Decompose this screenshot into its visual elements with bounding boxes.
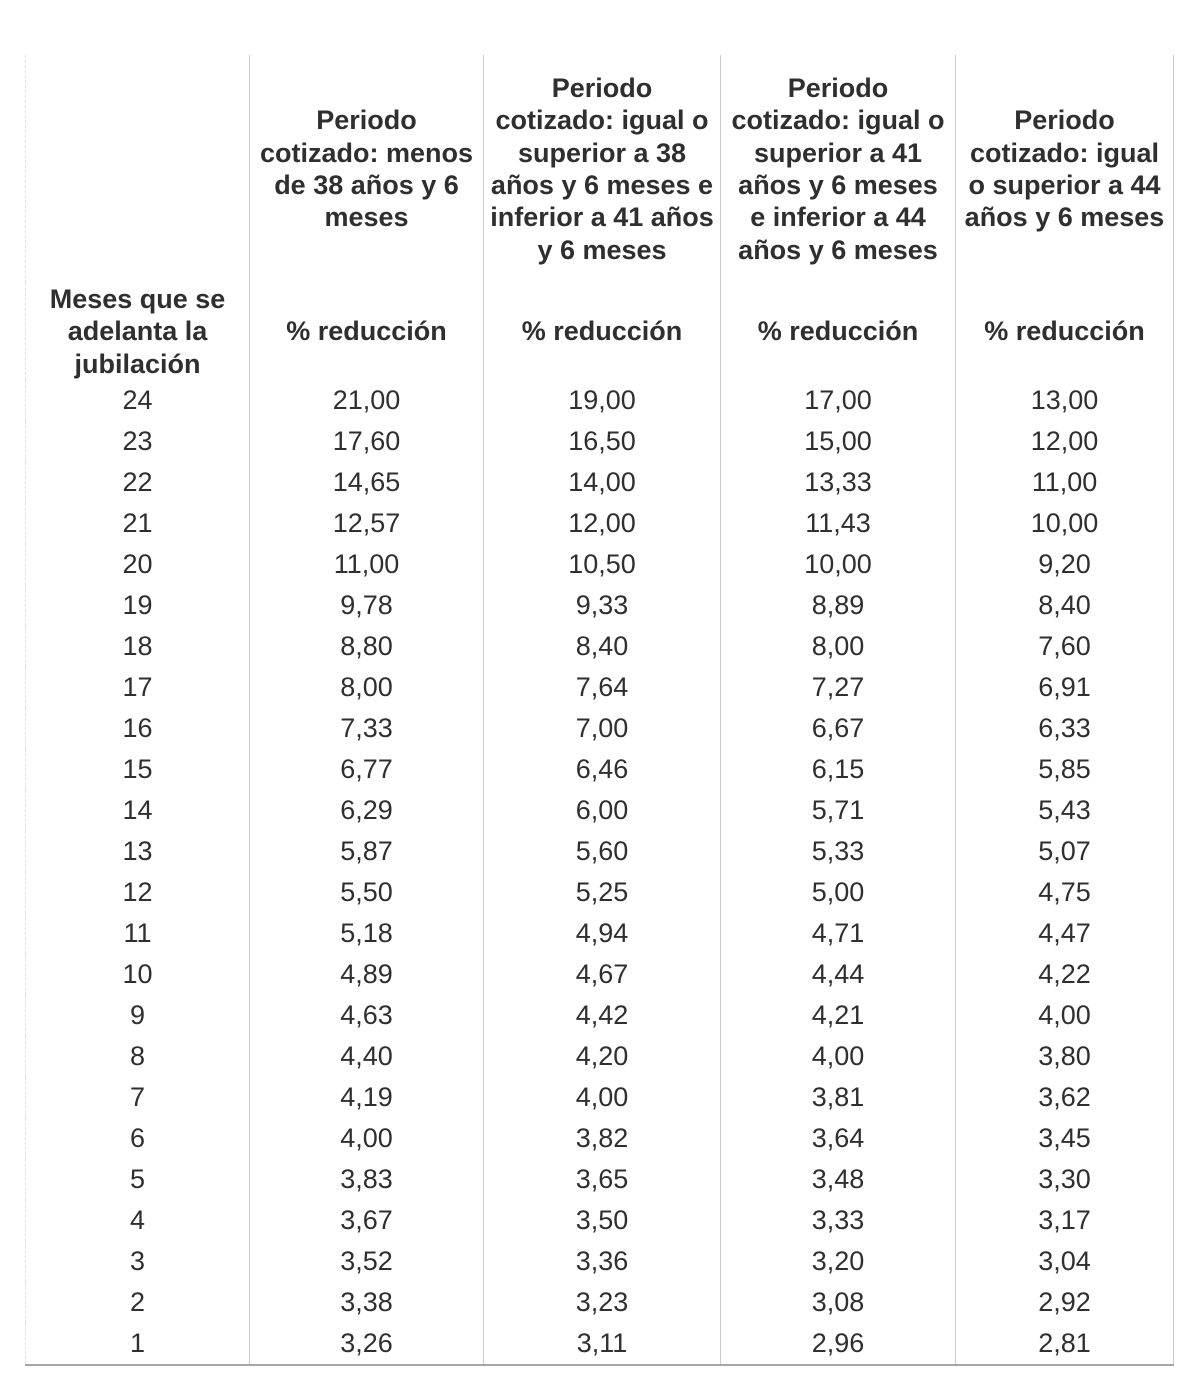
months-cell: 7	[26, 1077, 250, 1118]
months-cell: 16	[26, 708, 250, 749]
reduction-value-cell: 2,81	[1038, 1328, 1091, 1359]
table-row	[26, 503, 1174, 544]
early-retirement-reduction-table	[25, 55, 1174, 1366]
reduction-value-cell: 10,50	[484, 544, 721, 585]
reduction-value-cell: 8,40	[484, 626, 721, 667]
table-row	[26, 585, 1174, 626]
reduction-value-cell: 8,00	[721, 626, 956, 667]
reduction-value-cell: 4,44	[721, 954, 956, 995]
table-row	[26, 1282, 1174, 1323]
reduction-value-cell: 3,23	[484, 1282, 721, 1323]
months-cell: 9	[26, 995, 250, 1036]
table-row	[26, 1200, 1174, 1241]
reduction-value-cell: 7,33	[250, 708, 484, 749]
reduction-value-cell: 4,19	[250, 1077, 484, 1118]
table-row	[26, 421, 1174, 462]
reduction-value-cell: 15,00	[721, 421, 956, 462]
reduction-value-cell: 9,33	[484, 585, 721, 626]
months-cell: 19	[26, 585, 250, 626]
reduction-value-cell: 4,71	[721, 913, 956, 954]
reduction-value-cell: 4,67	[484, 954, 721, 995]
reduction-value-cell: 9,20	[1038, 549, 1091, 580]
reduction-value-cell: 5,85	[1038, 754, 1091, 785]
reduction-value-cell: 6,46	[484, 749, 721, 790]
reduction-value-cell: 5,87	[250, 831, 484, 872]
reduction-value-cell: 5,07	[1038, 836, 1091, 867]
reduction-value-cell: 8,89	[721, 585, 956, 626]
reduction-value-cell: 3,50	[484, 1200, 721, 1241]
table-header	[26, 55, 1174, 380]
months-cell: 22	[26, 462, 250, 503]
reduction-value-cell: 5,71	[721, 790, 956, 831]
table-row	[26, 749, 1174, 790]
reduction-value-cell: 5,00	[721, 872, 956, 913]
reduction-value-cell: 4,22	[1038, 959, 1091, 990]
reduction-value-cell: 17,00	[721, 380, 956, 421]
reduction-value-cell: 7,27	[721, 667, 956, 708]
reduction-value-cell: 3,30	[1038, 1164, 1091, 1195]
reduction-value-cell: 3,04	[1038, 1246, 1091, 1277]
reduction-value-cell: 5,60	[484, 831, 721, 872]
reduction-value-cell: 11,00	[1031, 467, 1098, 498]
months-cell: 5	[26, 1159, 250, 1200]
period-header-col1: Periodo cotizado: menos de 38 años y 6 meses	[250, 55, 484, 283]
table-row	[26, 913, 1174, 954]
reduction-value-cell: 2,92	[1038, 1287, 1091, 1318]
table-row	[26, 995, 1174, 1036]
reduction-value-cell: 12,00	[484, 503, 721, 544]
months-cell: 21	[26, 503, 250, 544]
reduction-value-cell: 3,17	[1038, 1205, 1091, 1236]
reduction-value-cell: 13,33	[721, 462, 956, 503]
reduction-value-cell: 4,75	[1038, 877, 1091, 908]
months-cell: 11	[26, 913, 250, 954]
reduction-value-cell: 6,00	[484, 790, 721, 831]
table-row	[26, 1159, 1174, 1200]
table-row	[26, 790, 1174, 831]
reduction-value-cell: 6,67	[721, 708, 956, 749]
reduction-value-cell: 4,94	[484, 913, 721, 954]
reduction-value-cell: 7,64	[484, 667, 721, 708]
reduction-value-cell: 3,52	[250, 1241, 484, 1282]
reduction-value-cell: 3,80	[1038, 1041, 1091, 1072]
reduction-value-cell: 3,36	[484, 1241, 721, 1282]
reduction-value-cell: 5,50	[250, 872, 484, 913]
reduction-value-cell: 14,00	[484, 462, 721, 503]
reduction-value-cell: 3,20	[721, 1241, 956, 1282]
reduction-value-cell: 4,42	[484, 995, 721, 1036]
reduction-value-cell: 17,60	[250, 421, 484, 462]
months-cell: 23	[26, 421, 250, 462]
reduction-value-cell: 8,00	[250, 667, 484, 708]
reduction-value-cell: 13,00	[1030, 385, 1099, 416]
reduction-value-cell: 6,29	[250, 790, 484, 831]
reduction-value-cell: 3,48	[721, 1159, 956, 1200]
reduction-value-cell: 6,91	[1038, 672, 1091, 703]
period-header-col2: Periodo cotizado: igual o superior a 38 años y 6 meses e inferior a 41 años y 6 meses	[484, 55, 721, 283]
reduction-value-cell: 7,00	[484, 708, 721, 749]
reduction-value-cell: 12,00	[1030, 426, 1099, 457]
reduction-subheader-col1: % reducción	[250, 283, 484, 380]
reduction-value-cell: 8,40	[1038, 590, 1091, 621]
reduction-value-cell: 3,45	[1038, 1123, 1091, 1154]
table-row	[26, 544, 1174, 585]
months-cell: 2	[26, 1282, 250, 1323]
reduction-value-cell: 3,83	[250, 1159, 484, 1200]
reduction-value-cell: 4,00	[721, 1036, 956, 1077]
reduction-value-cell: 4,20	[484, 1036, 721, 1077]
period-header-col3: Periodo cotizado: igual o superior a 41 años y 6 meses e inferior a 44 años y 6 meses	[721, 55, 956, 283]
reduction-value-cell: 5,25	[484, 872, 721, 913]
table-body	[26, 380, 1174, 1365]
reduction-value-cell: 6,77	[250, 749, 484, 790]
months-cell: 6	[26, 1118, 250, 1159]
reduction-value-cell: 16,50	[484, 421, 721, 462]
reduction-value-cell: 3,67	[250, 1200, 484, 1241]
table-row	[26, 1036, 1174, 1077]
reduction-value-cell: 11,00	[250, 544, 484, 585]
reduction-value-cell: 2,96	[721, 1323, 956, 1365]
table-row	[26, 1241, 1174, 1282]
corner-empty-cell	[26, 55, 250, 283]
reduction-value-cell: 7,60	[1038, 631, 1091, 662]
reduction-value-cell: 5,33	[721, 831, 956, 872]
subheader-row	[26, 283, 1174, 380]
reduction-subheader-col2: % reducción	[484, 283, 721, 380]
reduction-value-cell: 14,65	[250, 462, 484, 503]
months-cell: 12	[26, 872, 250, 913]
reduction-value-cell: 10,00	[1030, 508, 1099, 539]
reduction-subheader-col4: % reducción	[984, 316, 1145, 347]
reduction-value-cell: 3,33	[721, 1200, 956, 1241]
reduction-subheader-col3: % reducción	[721, 283, 956, 380]
months-cell: 20	[26, 544, 250, 585]
period-header-row	[26, 55, 1174, 283]
table-row	[26, 872, 1174, 913]
period-header-col4: Periodo cotizado: igual o superior a 44 años y 6 meses	[964, 105, 1165, 233]
reduction-value-cell: 10,00	[721, 544, 956, 585]
table-row	[26, 380, 1174, 421]
table-row	[26, 708, 1174, 749]
table-row	[26, 831, 1174, 872]
reduction-value-cell: 3,65	[484, 1159, 721, 1200]
reduction-value-cell: 8,80	[250, 626, 484, 667]
reduction-value-cell: 4,89	[250, 954, 484, 995]
months-column-header: Meses que se adelanta la jubilación	[26, 283, 250, 380]
reduction-value-cell: 3,26	[250, 1323, 484, 1365]
table-row	[26, 626, 1174, 667]
reduction-value-cell: 21,00	[250, 380, 484, 421]
reduction-value-cell: 5,18	[250, 913, 484, 954]
reduction-value-cell: 6,33	[1038, 713, 1091, 744]
reduction-value-cell: 4,63	[250, 995, 484, 1036]
reduction-value-cell: 3,11	[484, 1323, 721, 1365]
reduction-value-cell: 3,62	[1038, 1082, 1091, 1113]
months-cell: 3	[26, 1241, 250, 1282]
reduction-value-cell: 9,78	[250, 585, 484, 626]
reduction-value-cell: 4,40	[250, 1036, 484, 1077]
months-cell: 10	[26, 954, 250, 995]
months-cell: 15	[26, 749, 250, 790]
reduction-value-cell: 3,08	[721, 1282, 956, 1323]
reduction-value-cell: 6,15	[721, 749, 956, 790]
reduction-value-cell: 3,82	[484, 1118, 721, 1159]
reduction-value-cell: 12,57	[250, 503, 484, 544]
months-cell: 1	[26, 1323, 250, 1365]
reduction-value-cell: 3,81	[721, 1077, 956, 1118]
table-row	[26, 1118, 1174, 1159]
months-cell: 13	[26, 831, 250, 872]
table-row	[26, 462, 1174, 503]
months-cell: 24	[26, 380, 250, 421]
months-cell: 8	[26, 1036, 250, 1077]
reduction-value-cell: 3,38	[250, 1282, 484, 1323]
months-cell: 18	[26, 626, 250, 667]
table-row	[26, 667, 1174, 708]
table-row	[26, 1323, 1174, 1365]
reduction-value-cell: 4,21	[721, 995, 956, 1036]
table-row	[26, 1077, 1174, 1118]
reduction-value-cell: 4,47	[1038, 918, 1091, 949]
reduction-value-cell: 4,00	[250, 1118, 484, 1159]
months-cell: 14	[26, 790, 250, 831]
months-cell: 17	[26, 667, 250, 708]
reduction-value-cell: 4,00	[484, 1077, 721, 1118]
table-row	[26, 954, 1174, 995]
early-retirement-reduction-table-container	[25, 55, 1174, 1366]
reduction-value-cell: 4,00	[1038, 1000, 1091, 1031]
reduction-value-cell: 19,00	[484, 380, 721, 421]
reduction-value-cell: 3,64	[721, 1118, 956, 1159]
months-cell: 4	[26, 1200, 250, 1241]
reduction-value-cell: 11,43	[721, 503, 956, 544]
reduction-value-cell: 5,43	[1038, 795, 1091, 826]
